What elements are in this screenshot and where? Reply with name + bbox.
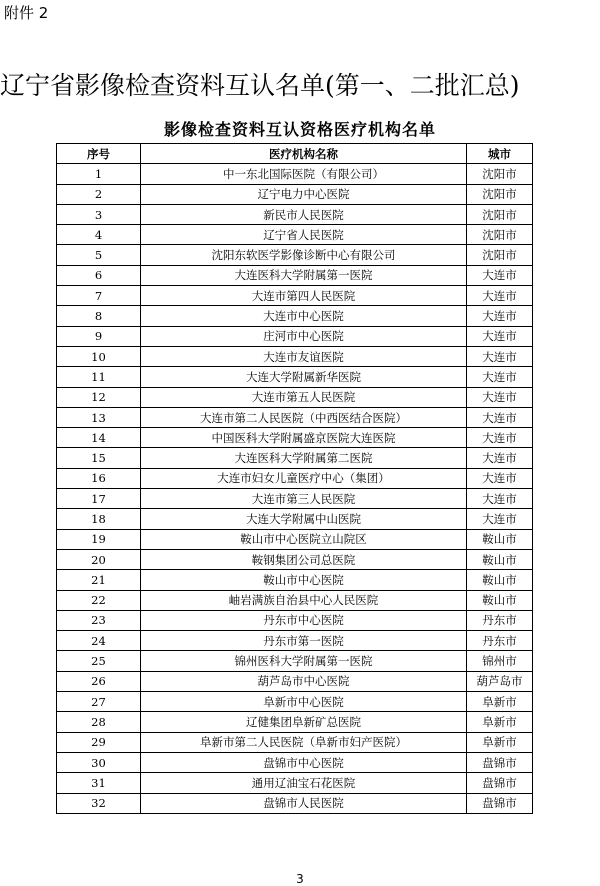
institution-table: [56, 143, 533, 814]
row-number-cell: 9: [57, 326, 141, 346]
table-row: [57, 428, 533, 448]
row-number-cell: 12: [57, 387, 141, 407]
city-cell: 大连市: [467, 468, 533, 488]
row-number-cell: 2: [57, 184, 141, 204]
row-number-cell: 26: [57, 671, 141, 691]
city-cell: 大连市: [467, 428, 533, 448]
table-row: [57, 489, 533, 509]
institution-name-cell: 中国医科大学附属盛京医院大连医院: [141, 428, 467, 448]
table-row: [57, 286, 533, 306]
table-row: [57, 407, 533, 427]
institution-name-cell: 阜新市第二人民医院（阜新市妇产医院）: [141, 732, 467, 752]
row-number-cell: 25: [57, 651, 141, 671]
institution-name-cell: 丹东市中心医院: [141, 610, 467, 630]
table-row: [57, 610, 533, 630]
city-cell: 大连市: [467, 367, 533, 387]
table-row: [57, 631, 533, 651]
institution-name-cell: 鞍山市中心医院立山院区: [141, 529, 467, 549]
city-cell: 阜新市: [467, 712, 533, 732]
institution-name-cell: 盘锦市中心医院: [141, 752, 467, 772]
row-number-cell: 32: [57, 793, 141, 813]
table-row: [57, 549, 533, 569]
row-number-cell: 17: [57, 489, 141, 509]
city-cell: 阜新市: [467, 692, 533, 712]
institution-name-cell: 岫岩满族自治县中心人民医院: [141, 590, 467, 610]
institution-name-cell: 大连市友谊医院: [141, 346, 467, 366]
institution-name-cell: 大连大学附属中山医院: [141, 509, 467, 529]
institution-name-cell: 通用辽油宝石花医院: [141, 773, 467, 793]
row-number-cell: 28: [57, 712, 141, 732]
table-row: [57, 245, 533, 265]
city-cell: 沈阳市: [467, 245, 533, 265]
institution-name-cell: 大连市第五人民医院: [141, 387, 467, 407]
city-cell: 鞍山市: [467, 549, 533, 569]
city-cell: 丹东市: [467, 610, 533, 630]
table-row: [57, 570, 533, 590]
city-cell: 盘锦市: [467, 752, 533, 772]
row-number-cell: 11: [57, 367, 141, 387]
row-number-cell: 4: [57, 225, 141, 245]
row-number-cell: 19: [57, 529, 141, 549]
institution-name-cell: 大连市第二人民医院（中西医结合医院）: [141, 407, 467, 427]
city-cell: 鞍山市: [467, 529, 533, 549]
city-cell: 阜新市: [467, 732, 533, 752]
city-cell: 大连市: [467, 387, 533, 407]
institution-name-cell: 盘锦市人民医院: [141, 793, 467, 813]
institution-name-cell: 大连大学附属新华医院: [141, 367, 467, 387]
document-title: 辽宁省影像检查资料互认名单(第一、二批汇总): [0, 71, 520, 100]
table-row: [57, 367, 533, 387]
row-number-cell: 21: [57, 570, 141, 590]
city-cell: 大连市: [467, 448, 533, 468]
institution-name-cell: 大连市第四人民医院: [141, 286, 467, 306]
column-header-city: 城市: [467, 144, 533, 164]
institution-name-cell: 鞍山市中心医院: [141, 570, 467, 590]
row-number-cell: 8: [57, 306, 141, 326]
city-cell: 沈阳市: [467, 184, 533, 204]
row-number-cell: 23: [57, 610, 141, 630]
institution-name-cell: 大连市中心医院: [141, 306, 467, 326]
city-cell: 大连市: [467, 265, 533, 285]
table-row: [57, 651, 533, 671]
column-header-no: 序号: [57, 144, 141, 164]
table-row: [57, 448, 533, 468]
city-cell: 丹东市: [467, 631, 533, 651]
city-cell: 大连市: [467, 407, 533, 427]
table-row: [57, 529, 533, 549]
table-row: [57, 712, 533, 732]
table-header-row: [57, 144, 533, 164]
table-row: [57, 306, 533, 326]
attachment-label: 附件 2: [4, 4, 49, 22]
row-number-cell: 16: [57, 468, 141, 488]
city-cell: 鞍山市: [467, 570, 533, 590]
table-row: [57, 204, 533, 224]
table-row: [57, 346, 533, 366]
table-row: [57, 793, 533, 813]
city-cell: 盘锦市: [467, 793, 533, 813]
table-row: [57, 732, 533, 752]
institution-name-cell: 大连市第三人民医院: [141, 489, 467, 509]
row-number-cell: 22: [57, 590, 141, 610]
table-row: [57, 184, 533, 204]
institution-name-cell: 大连医科大学附属第一医院: [141, 265, 467, 285]
row-number-cell: 30: [57, 752, 141, 772]
page-number: 3: [296, 872, 304, 886]
city-cell: 大连市: [467, 509, 533, 529]
city-cell: 沈阳市: [467, 225, 533, 245]
city-cell: 大连市: [467, 346, 533, 366]
column-header-name: 医疗机构名称: [141, 144, 467, 164]
table-caption: 影像检查资料互认资格医疗机构名单: [163, 120, 436, 139]
city-cell: 沈阳市: [467, 204, 533, 224]
city-cell: 沈阳市: [467, 164, 533, 184]
table-row: [57, 387, 533, 407]
row-number-cell: 14: [57, 428, 141, 448]
city-cell: 鞍山市: [467, 590, 533, 610]
table-row: [57, 468, 533, 488]
row-number-cell: 5: [57, 245, 141, 265]
institution-name-cell: 辽宁省人民医院: [141, 225, 467, 245]
row-number-cell: 7: [57, 286, 141, 306]
table-row: [57, 509, 533, 529]
row-number-cell: 31: [57, 773, 141, 793]
institution-name-cell: 阜新市中心医院: [141, 692, 467, 712]
institution-name-cell: 大连市妇女儿童医疗中心（集团）: [141, 468, 467, 488]
row-number-cell: 10: [57, 346, 141, 366]
institution-name-cell: 沈阳东软医学影像诊断中心有限公司: [141, 245, 467, 265]
table-body: [57, 164, 533, 814]
table-row: [57, 671, 533, 691]
city-cell: 大连市: [467, 286, 533, 306]
institution-name-cell: 大连医科大学附属第二医院: [141, 448, 467, 468]
institution-name-cell: 丹东市第一医院: [141, 631, 467, 651]
table-row: [57, 773, 533, 793]
city-cell: 盘锦市: [467, 773, 533, 793]
table-row: [57, 164, 533, 184]
row-number-cell: 1: [57, 164, 141, 184]
city-cell: 锦州市: [467, 651, 533, 671]
table-row: [57, 752, 533, 772]
institution-name-cell: 庄河市中心医院: [141, 326, 467, 346]
city-cell: 大连市: [467, 306, 533, 326]
table-row: [57, 692, 533, 712]
table-row: [57, 590, 533, 610]
institution-name-cell: 中一东北国际医院（有限公司）: [141, 164, 467, 184]
city-cell: 葫芦岛市: [467, 671, 533, 691]
row-number-cell: 6: [57, 265, 141, 285]
row-number-cell: 20: [57, 549, 141, 569]
city-cell: 大连市: [467, 326, 533, 346]
table-row: [57, 326, 533, 346]
city-cell: 大连市: [467, 489, 533, 509]
institution-name-cell: 辽宁电力中心医院: [141, 184, 467, 204]
table-row: [57, 265, 533, 285]
row-number-cell: 15: [57, 448, 141, 468]
row-number-cell: 3: [57, 204, 141, 224]
institution-name-cell: 葫芦岛市中心医院: [141, 671, 467, 691]
row-number-cell: 24: [57, 631, 141, 651]
row-number-cell: 13: [57, 407, 141, 427]
institution-name-cell: 辽健集团阜新矿总医院: [141, 712, 467, 732]
institution-name-cell: 锦州医科大学附属第一医院: [141, 651, 467, 671]
row-number-cell: 27: [57, 692, 141, 712]
row-number-cell: 18: [57, 509, 141, 529]
institution-name-cell: 鞍钢集团公司总医院: [141, 549, 467, 569]
row-number-cell: 29: [57, 732, 141, 752]
institution-name-cell: 新民市人民医院: [141, 204, 467, 224]
table-row: [57, 225, 533, 245]
